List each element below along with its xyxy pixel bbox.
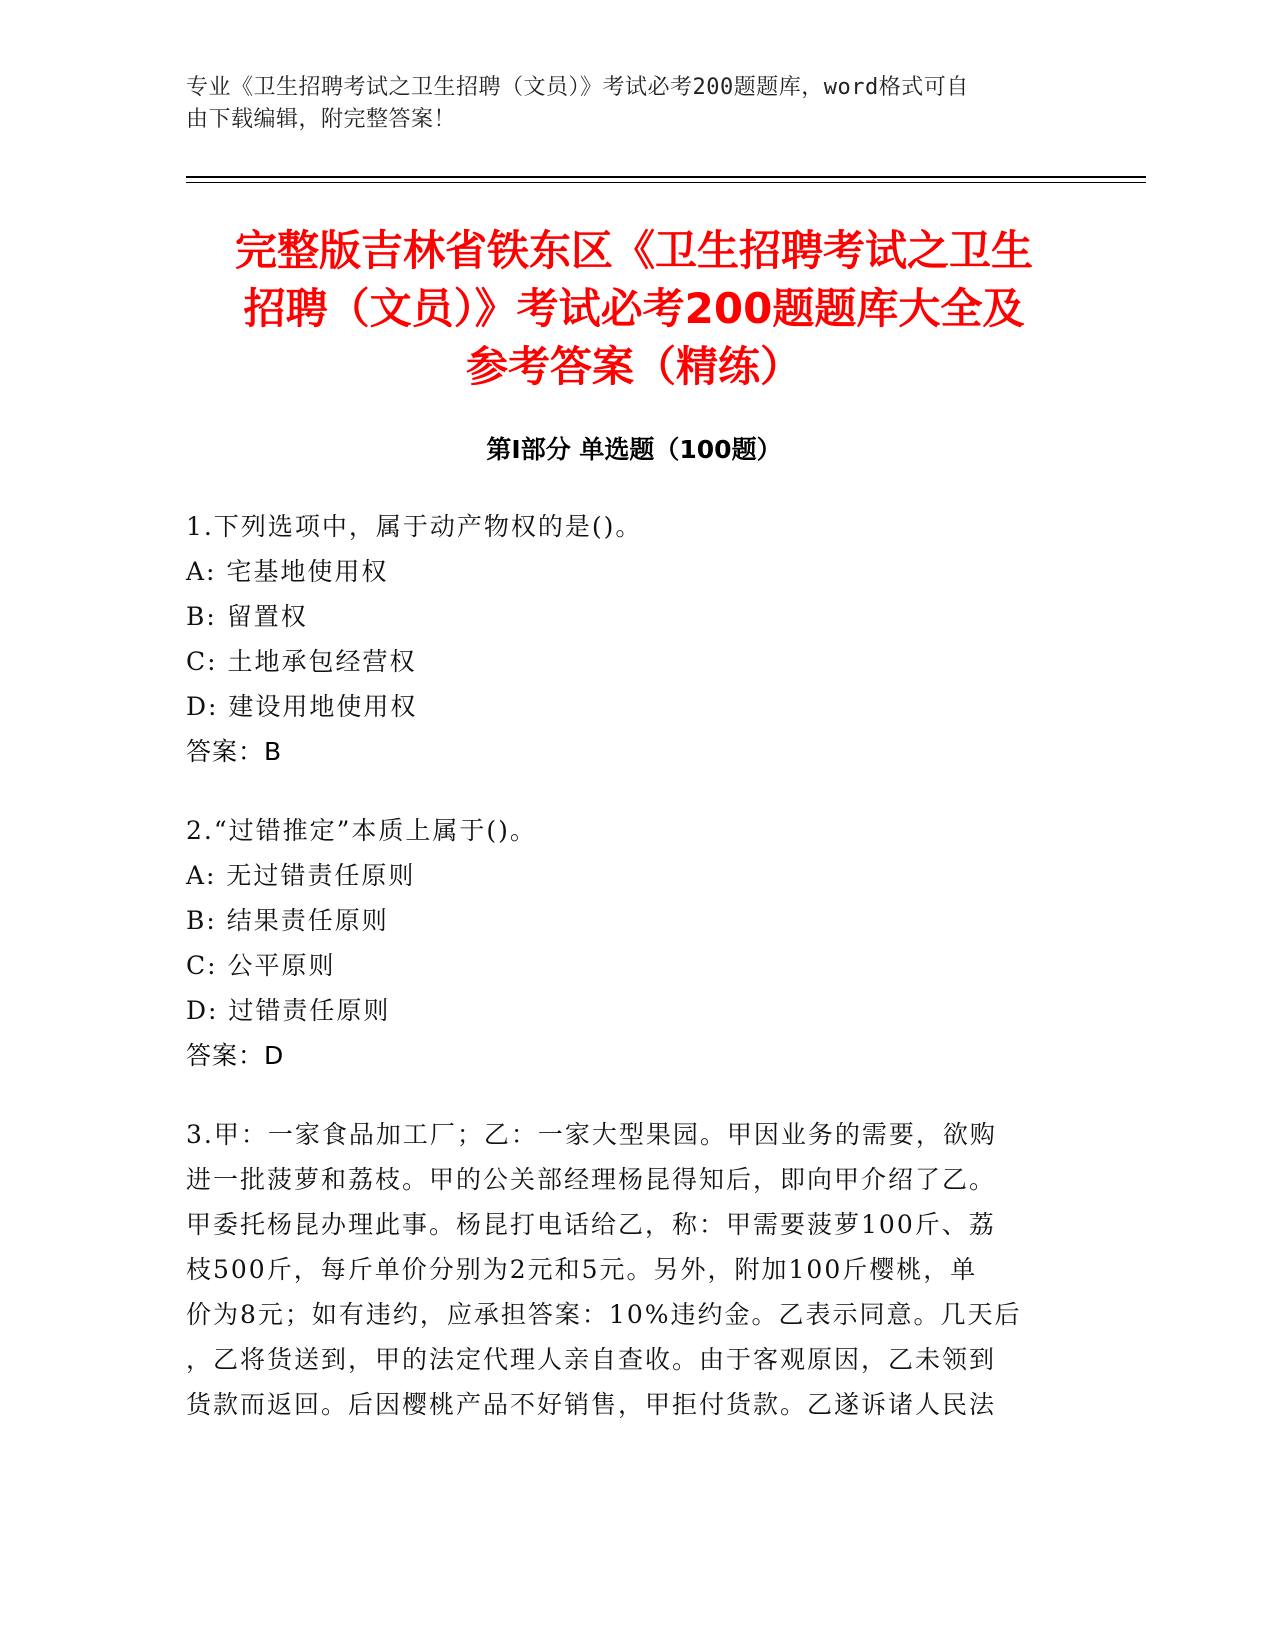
header-note-line-1: 专业《卫生招聘考试之卫生招聘（文员）》考试必考200题题库，word格式可自 [186,75,969,100]
question-answer: 答案：B [186,737,283,766]
question-2 [186,808,1066,1078]
question-1 [186,504,1066,774]
question-stem-line: 货款而返回。后因樱桃产品不好销售，甲拒付货款。乙遂诉诸人民法 [186,1390,997,1419]
question-answer: 答案：D [186,1041,285,1070]
question-stem-line: 枝500斤，每斤单价分别为2元和5元。另外，附加100斤樱桃，单 [186,1255,978,1284]
document-title-line-2: 招聘（文员）》考试必考200题题库大全及 [243,284,1025,333]
question-stem: 2.“过错推定”本质上属于()。 [186,816,537,845]
question-option-d: D: 过错责任原则 [186,996,391,1025]
section-heading: 第Ⅰ部分 单选题（100题） [486,435,782,464]
question-option-c: C: 土地承包经营权 [186,647,417,676]
question-stem-line: 价为8元；如有违约，应承担答案：10%违约金。乙表示同意。几天后 [186,1300,1022,1329]
question-stem: 1.下列选项中，属于动产物权的是()。 [186,512,643,541]
question-option-b: B: 结果责任原则 [186,906,389,935]
question-option-a: A: 宅基地使用权 [186,557,389,586]
question-stem-line: 进一批菠萝和荔枝。甲的公关部经理杨昆得知后，即向甲介绍了乙。 [186,1165,997,1194]
question-3 [186,1112,1066,1427]
document-title [186,222,1082,396]
document-title-line-3: 参考答案（精练） [465,342,802,391]
question-option-d: D: 建设用地使用权 [186,692,418,721]
question-option-c: C: 公平原则 [186,951,336,980]
header-rule-thin [186,182,1146,183]
header-rule-thick [186,176,1146,178]
header-note [186,72,1066,136]
question-stem-line: ，乙将货送到，甲的法定代理人亲自查收。由于客观原因，乙未领到 [186,1345,997,1374]
question-option-b: B: 留置权 [186,602,308,631]
question-stem-line: 3.甲：一家食品加工厂；乙：一家大型果园。甲因业务的需要，欲购 [186,1120,997,1149]
question-option-a: A: 无过错责任原则 [186,861,416,890]
header-note-line-2: 由下载编辑，附完整答案！ [186,107,457,132]
document-title-line-1: 完整版吉林省铁东区《卫生招聘考试之卫生 [234,226,1033,275]
question-stem-line: 甲委托杨昆办理此事。杨昆打电话给乙，称：甲需要菠萝100斤、荔 [186,1210,996,1239]
